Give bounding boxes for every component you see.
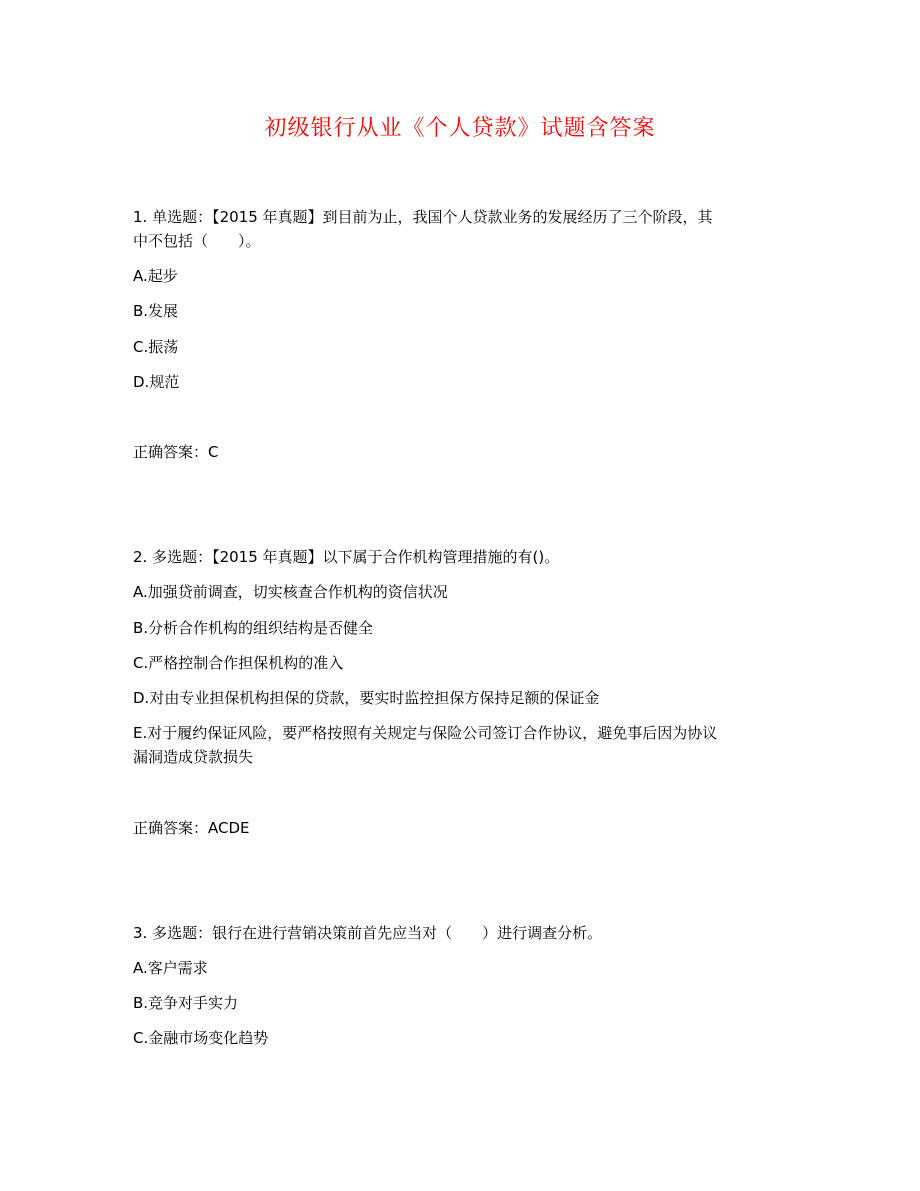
question-1-option-c: C.振荡	[133, 338, 179, 356]
question-3-option-a: A.客户需求	[133, 959, 208, 977]
question-2-option-b: B.分析合作机构的组织结构是否健全	[133, 619, 374, 637]
question-1-option-b: B.发展	[133, 302, 179, 320]
question-1-stem-line-2: 中不包括（ ）。	[133, 232, 261, 250]
document-title: 初级银行从业《个人贷款》试题含答案	[264, 116, 656, 141]
question-2-option-e-line-2: 漏洞造成贷款损失	[133, 748, 254, 766]
question-1-option-a: A.起步	[133, 267, 178, 285]
question-1-answer: 正确答案：C	[133, 443, 219, 461]
question-2-answer: 正确答案：ACDE	[133, 819, 250, 837]
question-1-stem-line-1: 1. 单选题：【2015 年真题】到目前为止，我国个人贷款业务的发展经历了三个阶段，其	[133, 208, 713, 226]
question-1-option-d: D.规范	[133, 373, 180, 391]
question-2-stem: 2. 多选题：【2015 年真题】以下属于合作机构管理措施的有()。	[133, 548, 560, 566]
question-2-option-c: C.严格控制合作担保机构的准入	[133, 654, 344, 672]
question-2-option-a: A.加强贷前调查，切实核查合作机构的资信状况	[133, 583, 448, 601]
question-2-option-e-line-1: E.对于履约保证风险，要严格按照有关规定与保险公司签订合作协议，避免事后因为协议	[133, 724, 718, 742]
question-2-option-d: D.对由专业担保机构担保的贷款，要实时监控担保方保持足额的保证金	[133, 689, 600, 707]
question-3-stem: 3. 多选题：银行在进行营销决策前首先应当对（ ）进行调查分析。	[133, 924, 603, 942]
question-3-option-b: B.竞争对手实力	[133, 994, 239, 1012]
question-3-option-c: C.金融市场变化趋势	[133, 1029, 269, 1047]
